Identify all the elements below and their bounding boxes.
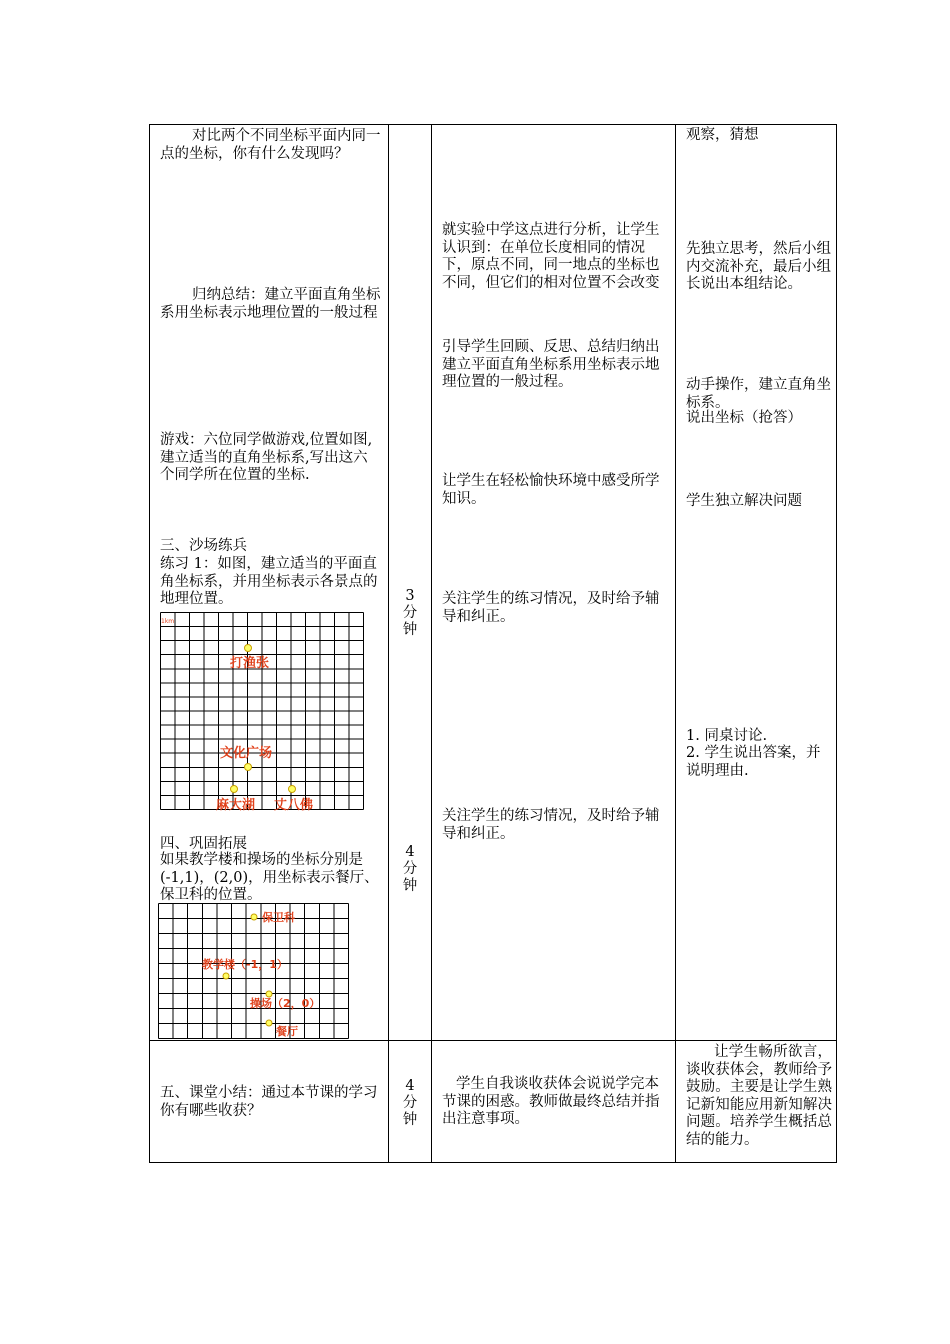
table-col-divider-2 — [431, 124, 432, 1163]
encourage-text: 让学生畅所欲言，谈收获体会，教师给予鼓励。主要是让学生熟记新知能应用新知解决问题。培养学生概括总结的能力。 — [686, 1044, 832, 1148]
game-text: 游戏：六位同学做游戏,位置如图,建立适当的直角坐标系,写出这六个同学所在位置的坐标. — [160, 432, 373, 483]
map-1-scale: 1km — [161, 618, 175, 625]
think-text: 先独立思考，然后小组内交流补充，最后小组长说出本组结论。 — [686, 241, 831, 292]
exercise-1-text: 练习 1：如图，建立适当的平面直角坐标系，并用坐标表示各景点的地理位置。 — [160, 556, 378, 607]
time-2-num: 4 — [405, 844, 415, 860]
map-2-label-d: 餐厅 — [276, 1025, 298, 1038]
map-1-point-a — [245, 645, 252, 652]
map-2-grid — [158, 903, 352, 1040]
map-2-label-c: 操场（2，0） — [250, 997, 321, 1010]
observe-text: 观察，猜想 — [686, 127, 759, 143]
time-2-unit-a: 分 — [402, 861, 418, 877]
table-border-top — [149, 124, 837, 125]
table-border-left — [149, 124, 150, 1163]
map-2-label-b: 教学楼（-1，1） — [202, 958, 288, 971]
solve-text: 学生独立解决问题 — [686, 493, 802, 509]
map-2-point-a — [251, 914, 257, 920]
discuss-text-2: 2. 学生说出答案，并说明理由. — [686, 745, 821, 779]
map-2-point-d — [266, 1020, 272, 1026]
map-1-point-b — [245, 764, 252, 771]
map-1-point-c — [231, 786, 238, 793]
time-1-unit-a: 分 — [402, 605, 418, 621]
summary-section-text: 五、课堂小结：通过本节课的学习你有哪些收获？ — [160, 1085, 378, 1119]
table-col-divider-1 — [388, 124, 389, 1163]
time-1-unit-b: 钟 — [402, 622, 418, 638]
map-1-label-a: 打渔张 — [230, 656, 270, 671]
time-1-num: 3 — [405, 588, 415, 604]
analysis-text: 就实验中学这点进行分析，让学生认识到：在单位长度相同的情况下，原点不同，同一地点的坐标也不同，但它们的相对位置不会改变 — [442, 222, 660, 291]
time-2-unit-b: 钟 — [402, 878, 418, 894]
section-4-heading: 四、巩固拓展 — [160, 836, 247, 852]
map-1-label-b: 文化广场 — [220, 746, 273, 761]
compare-question: 对比两个不同坐标平面内同一点的坐标，你有什么发现吗？ — [160, 128, 381, 162]
map-2-point-b — [223, 973, 229, 979]
time-3-unit-a: 分 — [402, 1095, 418, 1111]
watch-text-2: 关注学生的练习情况，及时给予辅导和纠正。 — [442, 808, 660, 842]
map-1-grid — [160, 612, 366, 812]
guide-text: 引导学生回顾、反思、总结归纳出建立平面直角坐标系用坐标表示地理位置的一般过程。 — [442, 339, 660, 390]
extend-text: 如果教学楼和操场的坐标分别是(-1,1)，(2,0)，用坐标表示餐厅、保卫科的位置。 — [160, 852, 379, 903]
table-row-divider — [149, 1040, 837, 1041]
section-3-heading: 三、沙场练兵 — [160, 538, 247, 554]
table-col-divider-3 — [675, 124, 676, 1163]
time-3-num: 4 — [405, 1078, 415, 1094]
table-border-right — [836, 124, 837, 1163]
summary-text: 归纳总结：建立平面直角坐标系用坐标表示地理位置的一般过程 — [160, 287, 381, 321]
time-3-unit-b: 钟 — [402, 1112, 418, 1128]
table-border-bottom — [149, 1162, 837, 1163]
map-1-point-d — [289, 786, 296, 793]
discuss-text-1: 1. 同桌讨论. — [686, 728, 768, 744]
map-1-label-d: 丈八佛 — [274, 798, 314, 812]
operate-text: 动手操作，建立直角坐标系。 — [686, 377, 831, 411]
map-2-label-a: 保卫科 — [262, 911, 295, 924]
watch-text-1: 关注学生的练习情况，及时给予辅导和纠正。 — [442, 591, 660, 625]
say-text: 说出坐标（抢答） — [686, 410, 802, 426]
map-1-label-c: 麻大湖 — [216, 798, 256, 812]
reflection-text: 学生自我谈收获体会说说学完本节课的困惑。教师做最终总结并指出注意事项。 — [442, 1076, 660, 1127]
relax-text: 让学生在轻松愉快环境中感受所学知识。 — [442, 473, 660, 507]
